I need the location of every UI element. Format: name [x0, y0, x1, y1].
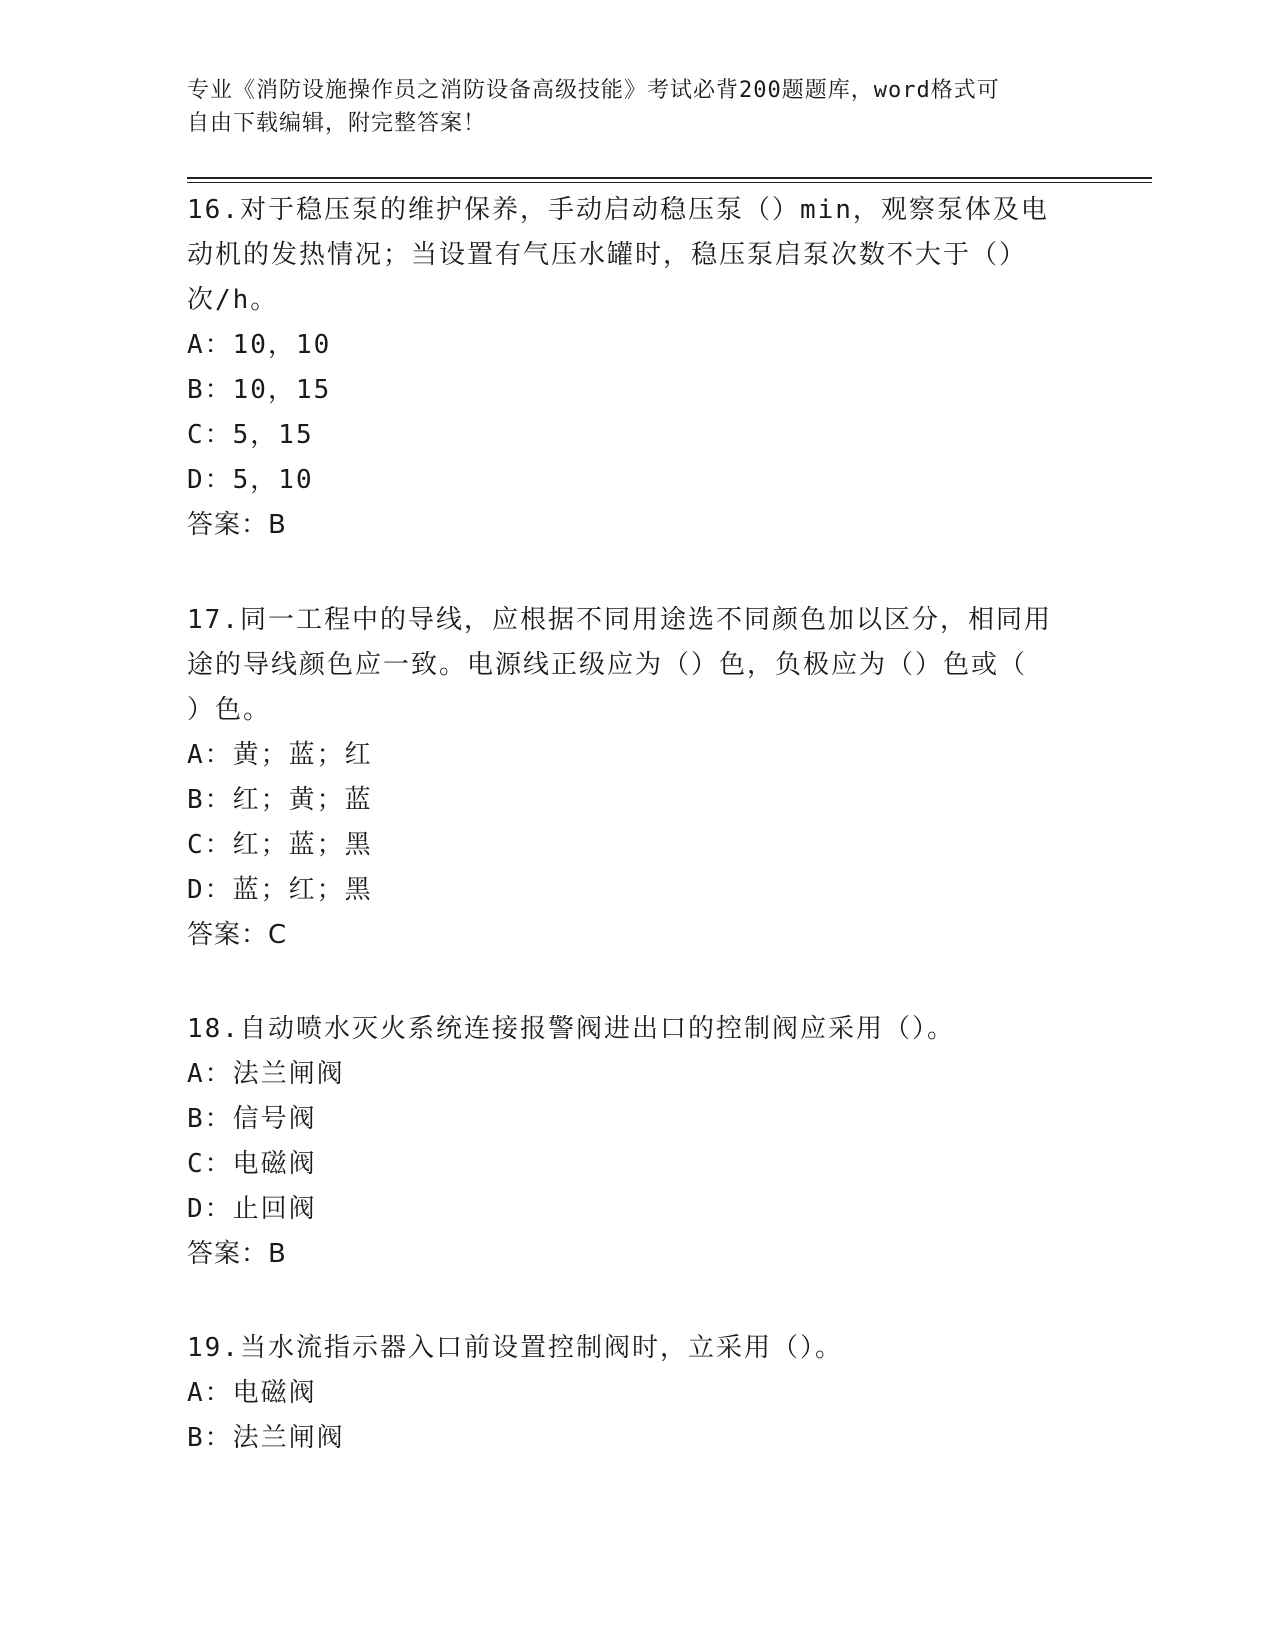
option-c — [187, 823, 1087, 868]
option-key: C： — [187, 830, 233, 860]
header-line-1: 专业《消防设施操作员之消防设备高级技能》考试必背200题题库，word格式可 — [187, 78, 1000, 103]
option-text: 电磁阀 — [232, 1149, 317, 1179]
option-text: 红；黄；蓝 — [232, 785, 373, 815]
option-b — [187, 778, 1087, 823]
question-19 — [187, 1326, 1087, 1461]
option-text: 红；蓝；黑 — [232, 830, 373, 860]
option-key: A： — [187, 1378, 233, 1408]
answer-line: 答案：B — [187, 510, 287, 540]
option-text: 黄；蓝；红 — [232, 740, 373, 770]
question-17 — [187, 598, 1087, 958]
option-a — [187, 733, 1087, 778]
header-divider-thick — [187, 177, 1152, 179]
question-stem-line: 16.对于稳压泵的维护保养，手动启动稳压泵（）min，观察泵体及电 — [187, 195, 1049, 225]
option-key: D： — [187, 465, 233, 495]
option-b — [187, 1097, 1087, 1142]
option-text: 信号阀 — [232, 1104, 317, 1134]
answer-line: 答案：B — [187, 1239, 287, 1269]
option-a — [187, 1371, 1087, 1416]
option-key: B： — [187, 1423, 233, 1453]
option-a — [187, 323, 1087, 368]
option-text: 法兰闸阀 — [232, 1059, 345, 1089]
header-line-2: 自由下载编辑，附完整答案！ — [187, 111, 487, 136]
question-stem-line: 18.自动喷水灭火系统连接报警阀进出口的控制阀应采用（）。 — [187, 1014, 955, 1044]
option-text: 5，10 — [232, 465, 314, 495]
option-key: B： — [187, 375, 233, 405]
question-stem-line: 17.同一工程中的导线，应根据不同用途选不同颜色加以区分，相同用 — [187, 605, 1052, 635]
option-text: 电磁阀 — [232, 1378, 317, 1408]
option-d — [187, 868, 1087, 913]
option-c — [187, 1142, 1087, 1187]
option-b — [187, 1416, 1087, 1461]
option-d — [187, 458, 1087, 503]
question-stem-line: 19.当水流指示器入口前设置控制阀时，立采用（）。 — [187, 1333, 843, 1363]
question-stem-line: ）色。 — [187, 695, 272, 725]
option-key: D： — [187, 1194, 233, 1224]
question-stem-line: 途的导线颜色应一致。电源线正级应为（）色，负极应为（）色或（ — [187, 650, 1028, 680]
option-key: A： — [187, 740, 233, 770]
option-key: A： — [187, 330, 233, 360]
option-c — [187, 413, 1087, 458]
option-text: 法兰闸阀 — [232, 1423, 345, 1453]
question-16 — [187, 188, 1087, 548]
option-key: C： — [187, 420, 233, 450]
option-text: 10，15 — [232, 375, 332, 405]
question-stem-line: 次/h。 — [187, 285, 279, 315]
option-text: 止回阀 — [232, 1194, 317, 1224]
option-key: A： — [187, 1059, 233, 1089]
option-b — [187, 368, 1087, 413]
header-divider-thin — [187, 182, 1152, 183]
question-18 — [187, 1007, 1087, 1277]
option-key: C： — [187, 1149, 233, 1179]
option-d — [187, 1187, 1087, 1232]
option-text: 蓝；红；黑 — [232, 875, 373, 905]
document-header — [187, 74, 1067, 140]
option-key: B： — [187, 785, 233, 815]
answer-line: 答案：C — [187, 920, 288, 950]
option-key: D： — [187, 875, 233, 905]
option-text: 10，10 — [232, 330, 332, 360]
option-text: 5，15 — [232, 420, 314, 450]
option-key: B： — [187, 1104, 233, 1134]
option-a — [187, 1052, 1087, 1097]
question-stem-line: 动机的发热情况；当设置有气压水罐时，稳压泵启泵次数不大于（） — [187, 240, 1028, 270]
